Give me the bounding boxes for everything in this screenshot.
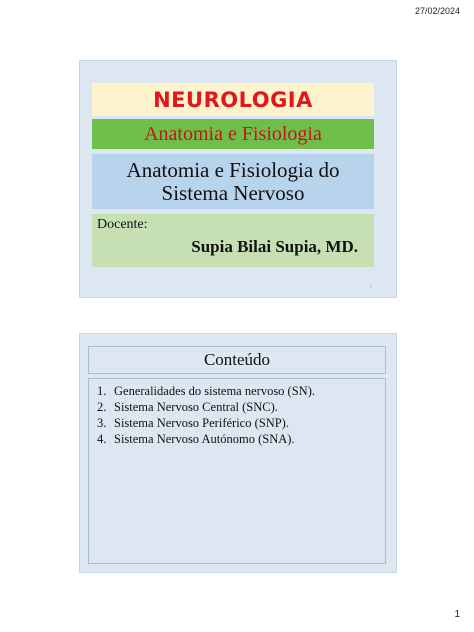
list-item-text: Sistema Nervoso Central (SNC). (114, 400, 278, 414)
title-slide (79, 60, 397, 298)
docent-block (92, 214, 374, 267)
list-item-text: Generalidades do sistema nervoso (SN). (114, 384, 315, 398)
list-item-number: 2. (97, 400, 107, 414)
docent-label: Docente: (97, 217, 148, 232)
slide-title: NEUROLOGIA (92, 83, 374, 116)
topic-line-2: Sistema Nervoso (161, 180, 305, 205)
contents-box (88, 378, 386, 564)
list-item (97, 383, 385, 399)
list-item-number: 4. (97, 432, 107, 446)
list-item (97, 431, 385, 447)
slide-number: 1 (370, 284, 372, 289)
list-item-number: 3. (97, 416, 107, 430)
contents-title: Conteúdo (88, 346, 386, 374)
page-date: 27/02/2024 (414, 6, 460, 16)
contents-list (89, 379, 385, 447)
docent-name: Supia Bilai Supia, MD. (191, 237, 358, 256)
list-item-number: 1. (97, 384, 107, 398)
contents-slide (79, 333, 397, 573)
list-item-text: Sistema Nervoso Autónomo (SNA). (114, 432, 295, 446)
page-number: 1 (454, 609, 460, 620)
list-item (97, 399, 385, 415)
topic-heading (92, 154, 374, 209)
list-item (97, 415, 385, 431)
list-item-text: Sistema Nervoso Periférico (SNP). (114, 416, 289, 430)
slide-subtitle: Anatomia e Fisiologia (92, 119, 374, 149)
topic-line-1: Anatomia e Fisiologia do (126, 157, 340, 182)
